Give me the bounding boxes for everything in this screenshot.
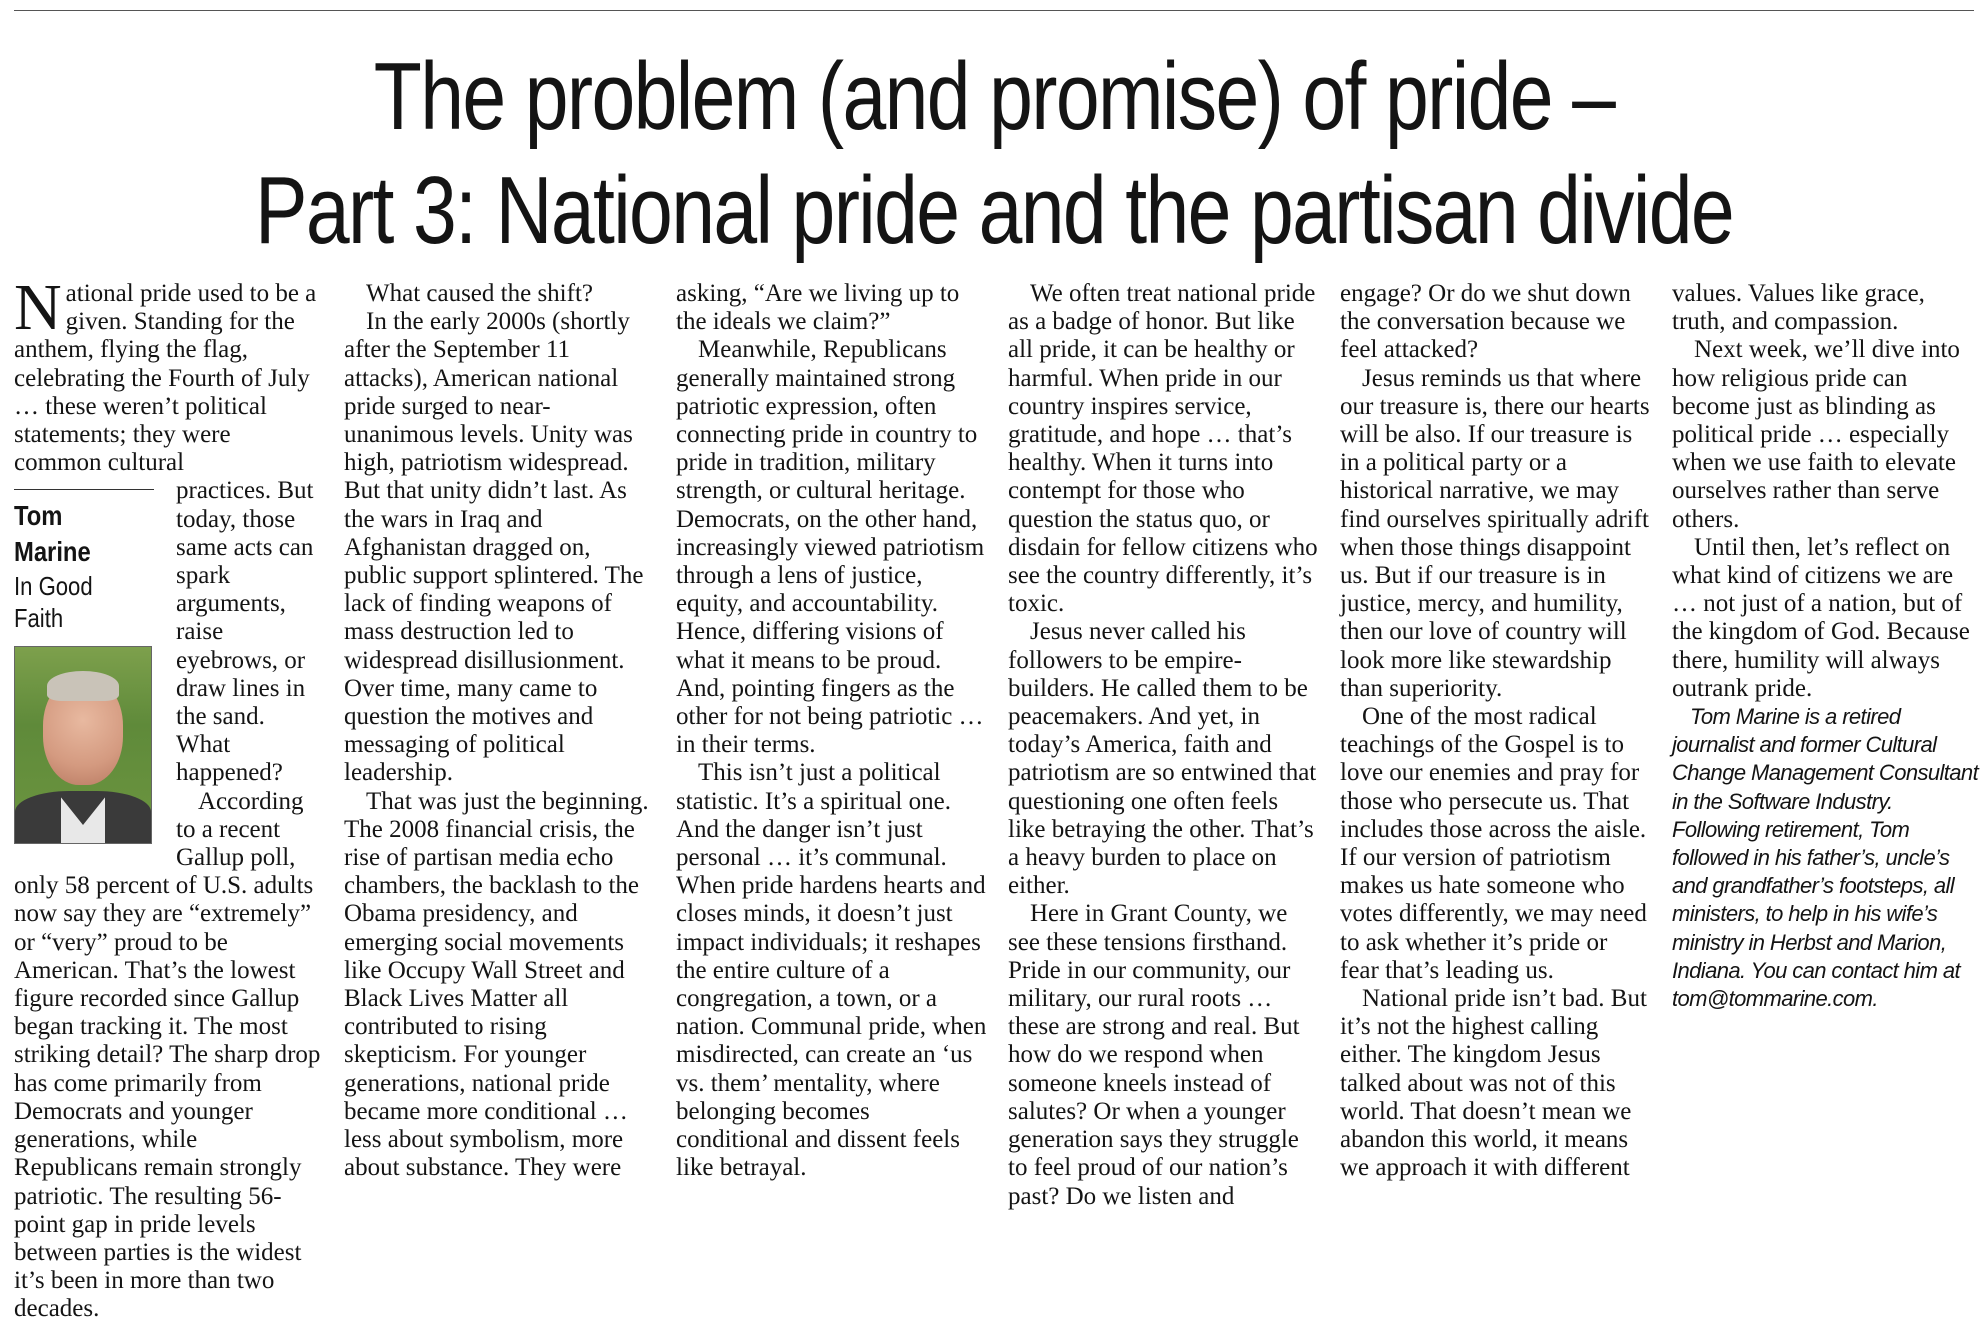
paragraph-4: In the early 2000s (shortly after the September 11 attacks), American national pride surged to near-unanimous levels. Unity was high, patriotism widespread. But that unity didn’t last. As the wars in Iraq and Afghanistan dragged on, public support splintered. The lack of finding weapons of mass destruction led to widespread disillusionment. Over time, many came to question the motives and messaging of political leadership. [344,308,644,787]
headline-line-2: Part 3: National pride and the partisan divide [254,157,1734,264]
paragraph-15: Until then, let’s reflect on what kind of citizens we are … not just of a nation, but of the kingdom of God. Because there, humility will always outrank pride. [1672,533,1970,702]
paragraph-8: We often treat national pride as a badge of honor. But like all pride, it can be healthy or harmful. When pride in our country inspires service, gratitude, and hope … that’s healthy. When it turns into contempt for those who question the status quo, or disdain for fellow citizens who see the country differently, it’s toxic. [1008,280,1318,618]
paragraph-3: What caused the shift? [366,280,593,307]
opening-paragraph: National pride used to be a given. Standing for the anthem, flying the flag, celebrating the Fourth of July … these weren’t political statements; they were common cultural [14,271,317,477]
headline-line-1: The problem (and promise) of pride – [373,43,1615,150]
paragraph-12: One of the most radical teachings of the Gospel is to love our enemies and pray for those who persecute us. That includes those across the aisle. If our version of patriotism makes us hate someone who votes differently, we may need to ask whether it’s pride or fear that’s leading us. [1340,703,1647,984]
paragraph-10: Here in Grant County, we see these tensions firsthand. Pride in our community, our military, our rural roots … these are strong and real. But how do we respond when someone kneels instead of salutes? Or when a younger generation says they struggle to feel proud of our nation’s past? Do we listen and engage? Or do we shut down the conversation because we feel attacked? [1008,280,1631,1210]
paragraph-1-continued: practices. But today, those same acts can spark arguments, raise eyebrows, or draw lines in the sand. What happened? [176,477,314,787]
byline-rule [14,489,154,490]
byline-box [14,485,164,844]
paragraph-13: National pride isn’t bad. But it’s not the highest calling either. The kingdom Jesus talked about was not of this world. That doesn’t mean we abandon this world, it means we approach it with different values. Values like grace, truth, and compassion. [1340,280,1925,1182]
drop-cap: N [14,271,62,344]
column-1 [14,271,324,1324]
paragraph-5: That was just the beginning. The 2008 financial crisis, the rise of partisan media echo chambers, the backlash to the Obama presidency, and emerging social movements like Occupy Wall Street and Black Lives Matter all contributed to rising skepticism. For younger generations, national pride became more conditional … less about symbolism, more about substance. They were asking, “Are we living up to the ideals we claim?” [344,280,960,1182]
paragraph-11: Jesus reminds us that where our treasure is, there our hearts will be also. If our treasure is in a political party or a historical narrative, we may find ourselves spiritually adrift when those things disappoint us. But if our treasure is in justice, mercy, and humility, then our love of country will look more like stewardship than superiority. [1340,364,1650,702]
author-tagline: Tom Marine is a retired journalist and former Cultural Change Management Consultant in the Software Industry. Following retirement, Tom followed in his father’s, uncle’s and grandfather’s footsteps, all ministers, to help in his wife’s ministry in Herbst and Marion, Indiana. You can contact him at tom@tommarine.com. [1672,704,1979,1012]
article-body-flow [344,280,1984,1230]
top-rule [14,10,1974,11]
paragraph-7: This isn’t just a political statistic. It’s a spiritual one. And the danger isn’t just personal … it’s communal. When pride hardens hearts and closes minds, it doesn’t just impact individuals; it reshapes the entire culture of a congregation, a town, or a nation. Communal pride, when misdirected, can create an ‘us vs. them’ mentality, where belonging becomes conditional and dissent feels like betrayal. [676,759,987,1182]
author-photo [14,646,152,844]
author-name: Tom Marine [14,500,91,568]
paragraph-6: Meanwhile, Republicans generally maintained strong patriotic expression, often connecting pride in country to pride in tradition, military strength, or cultural heritage. Democrats, on the other hand, increasingly viewed patriotism through a lens of justice, equity, and accountability. Hence, differing visions of what it means to be proud. And, pointing fingers as the other for not being patriotic … in their terms. [676,336,985,759]
paragraph-14: Next week, we’ll dive into how religious pride can become just as blinding as political pride … especially when we use faith to elevate ourselves rather than serve others. [1672,336,1960,533]
headline [179,40,1809,268]
column-name: In Good Faith [14,571,93,634]
paragraph-9: Jesus never called his followers to be empire-builders. He called them to be peacemakers. And yet, in today’s America, faith and patriotism are so entwined that questioning one often feels like betraying the other. That’s a heavy burden to place on either. [1008,618,1317,900]
paragraph-2: According to a recent Gallup poll, only 58 percent of U.S. adults now say they are “extremely” or “very” proud to be American. That’s the lowest figure recorded since Gallup began tracking it. The most striking detail? The sharp drop has come primarily from Democrats and younger generations, while Republicans remain strongly patriotic. The resulting 56-point gap in pride levels between parties is the widest it’s been in more than two decades. [14,787,321,1323]
